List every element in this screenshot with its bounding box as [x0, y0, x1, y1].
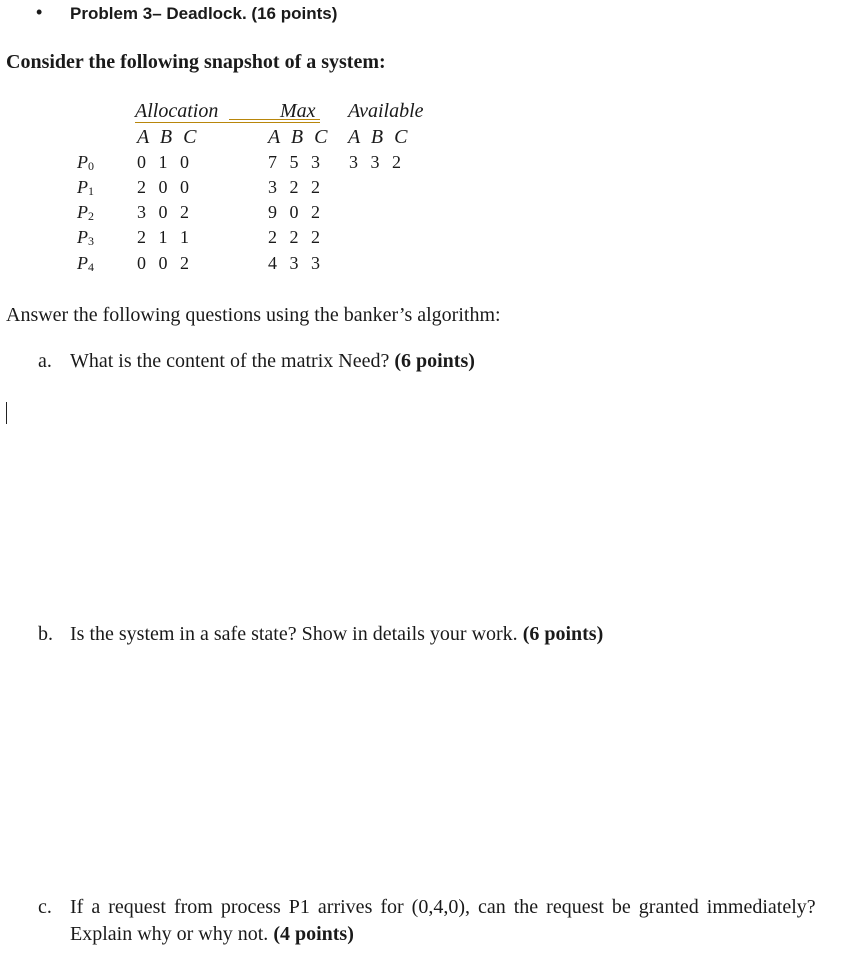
- question-label: b.: [38, 623, 53, 645]
- allocation-cell: 2 0 0: [137, 177, 193, 197]
- question-text-continued: Explain why or why not. (4 points): [70, 923, 354, 945]
- process-label: $P_0$: [77, 152, 94, 173]
- max-cell: 2 2 2: [268, 227, 324, 247]
- bullet-point: •: [36, 2, 43, 22]
- subheader-available: A B C: [348, 126, 411, 148]
- allocation-cell: 0 1 0: [137, 152, 193, 172]
- max-cell: 7 5 3: [268, 152, 324, 172]
- subheader-allocation: A B C: [137, 126, 200, 148]
- process-label: $P_3$: [77, 227, 94, 248]
- max-cell: 4 3 3: [268, 253, 324, 273]
- allocation-cell: 0 0 2: [137, 253, 193, 273]
- col-header-allocation: Allocation: [135, 100, 219, 122]
- col-header-available: Available: [348, 100, 424, 122]
- col-header-max: Max: [280, 100, 316, 122]
- max-cell: 9 0 2: [268, 202, 324, 222]
- question-points: (6 points): [522, 623, 604, 645]
- allocation-cell: 2 1 1: [137, 227, 193, 247]
- question-label: a.: [38, 350, 52, 372]
- process-label: $P_1$: [77, 177, 94, 198]
- question-text: If a request from process P1 arrives for (0,4,0), can the request be granted immediately?: [70, 896, 816, 918]
- max-cell: 3 2 2: [268, 177, 324, 197]
- question-label: c.: [38, 896, 52, 918]
- question-text: Is the system in a safe state? Show in details your work. (6 points): [70, 623, 604, 645]
- subheader-max: A B C: [268, 126, 331, 148]
- intro-text: Consider the following snapshot of a system:: [6, 51, 386, 73]
- available-cell: 3 3 2: [349, 152, 405, 172]
- question-points: (6 points): [394, 350, 475, 372]
- process-label: $P_4$: [77, 253, 94, 274]
- question-points: (4 points): [273, 923, 354, 945]
- problem-title: Problem 3– Deadlock. (16 points): [70, 4, 338, 23]
- allocation-cell: 3 0 2: [137, 202, 193, 222]
- question-text: What is the content of the matrix Need? (6 points): [70, 350, 475, 372]
- process-label: $P_2$: [77, 202, 94, 223]
- instructions-text: Answer the following questions using the banker’s algorithm:: [6, 304, 501, 326]
- text-cursor[interactable]: [6, 402, 7, 424]
